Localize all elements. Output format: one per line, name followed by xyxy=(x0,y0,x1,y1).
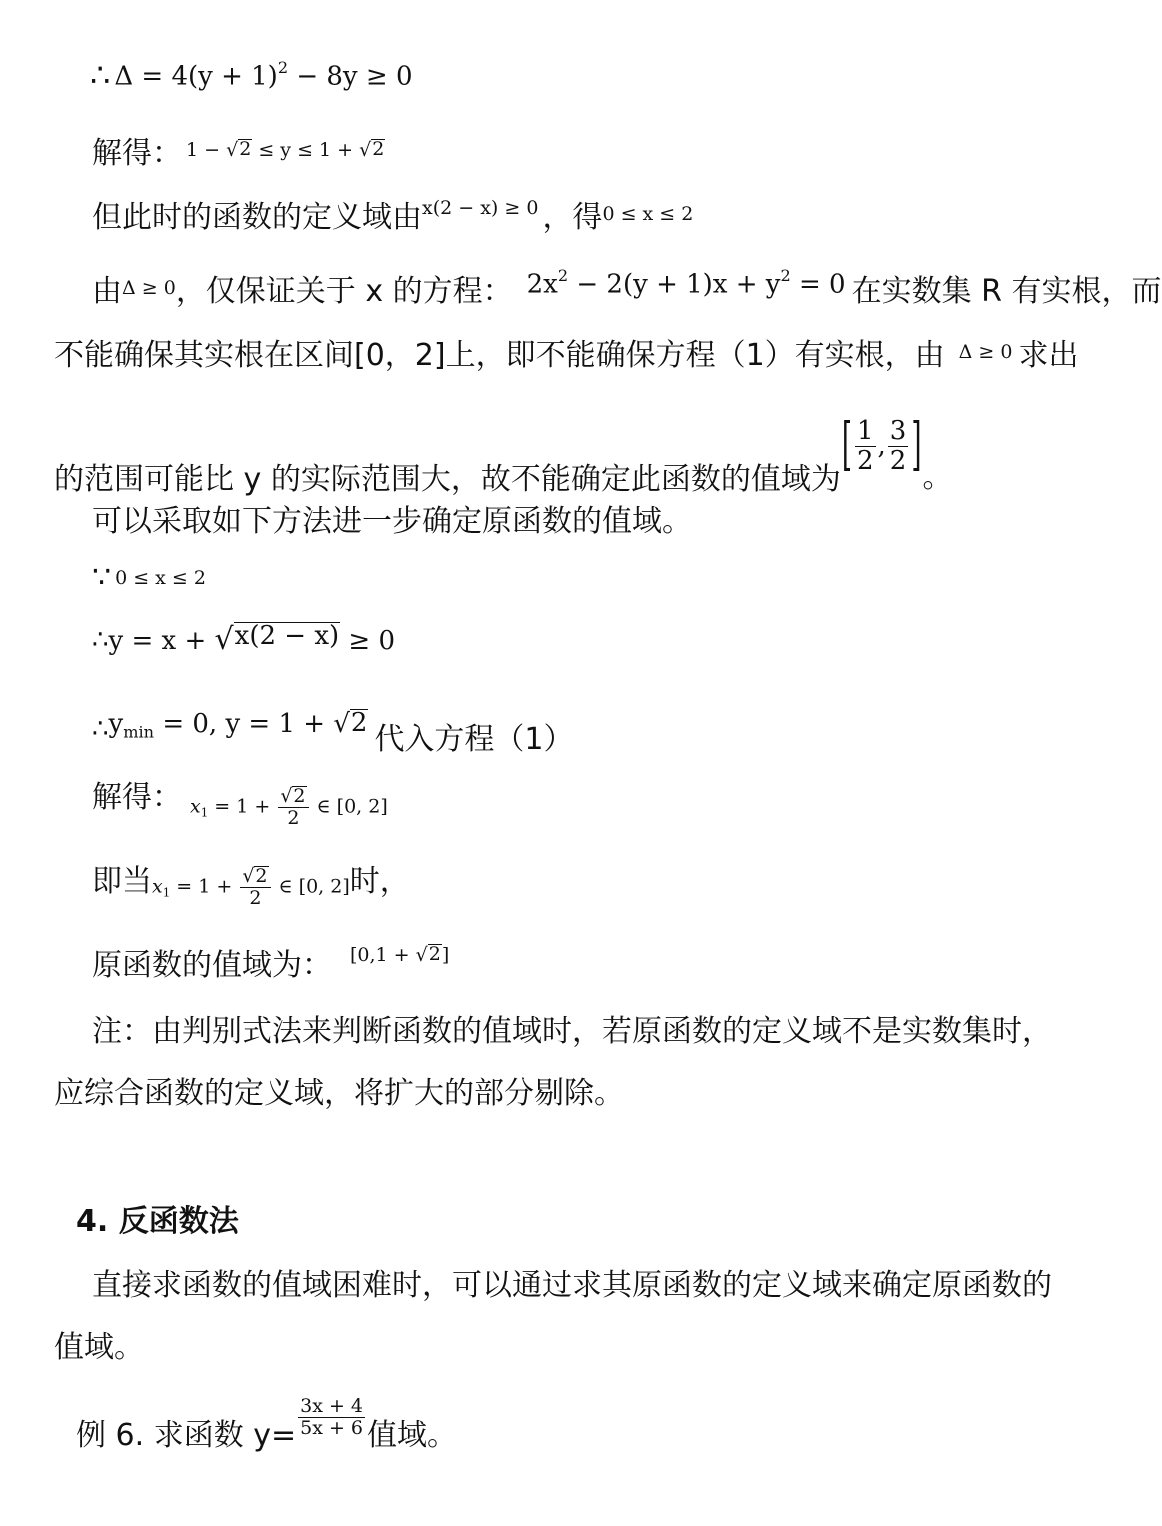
text-note-continued: 应综合函数的定义域，将扩大的部分剔除。 xyxy=(54,1076,624,1111)
inverse-intro-line-1 xyxy=(92,1260,1052,1304)
note-line-2 xyxy=(54,1068,624,1112)
solution-line-x1 xyxy=(92,772,388,842)
text-time: 时， xyxy=(349,864,410,899)
text-range-label: 原函数的值域为： xyxy=(92,948,332,983)
math-quadratic-equation: $2x^2 - 2(y + 1)x + y^2 = 0$ xyxy=(526,266,846,300)
math-delta-nonneg: Δ ≥ 0 xyxy=(122,277,176,299)
text-interval: 不能确保其实根在区间[0，2]上，即不能确保方程（1）有实根，由 xyxy=(54,338,945,373)
text-range-end: 值域。 xyxy=(367,1418,458,1453)
text-when: 即当 xyxy=(92,864,152,899)
math-delta-expr: $\Delta = 4(y + 1)^2 - 8y \ge 0$ xyxy=(114,58,413,92)
domain-text-2: ，得 xyxy=(542,200,603,235)
math-interval-half-threehalf: [ $\frac{1}{2}$ , $\frac{3}{2}$ ] xyxy=(841,413,922,479)
heading-text: 4. 反函数法 xyxy=(76,1204,239,1239)
math-domain-inequality: x(2 − x) ≥ 0 xyxy=(422,197,539,219)
therefore-symbol-2: ∴ xyxy=(92,624,109,655)
section-heading-inverse-function xyxy=(76,1196,239,1240)
math-rational-function: $\frac{3x + 4}{5x + 6}$ xyxy=(300,1394,364,1439)
math-y-range: 1 − √ 2 ≤ y ≤ 1 + √ 2 xyxy=(186,138,385,161)
math-y-expression: y = x + √ x(2 − x) ≥ 0 xyxy=(108,621,395,657)
text-inverse-intro-continued: 值域。 xyxy=(54,1330,144,1365)
range-line xyxy=(54,394,953,498)
because-line xyxy=(92,560,206,595)
math-y-min: $y_{min} = 0$, y = 1 + √ 2 xyxy=(108,707,368,742)
text-equation-intro: ，仅保证关于 x 的方程： xyxy=(175,274,513,309)
solve-label: 解得： xyxy=(92,136,182,171)
text-example-6: 例 6. 求函数 y= xyxy=(76,1418,297,1453)
text-period: 。 xyxy=(922,460,953,495)
domain-text: 但此时的函数的定义域由 xyxy=(92,200,422,235)
y-min-line xyxy=(92,700,574,758)
text-range-larger: 的范围可能比 y 的实际范围大，故不能确定此函数的值域为 xyxy=(54,462,841,497)
method-intro-line xyxy=(92,496,692,540)
interval-line xyxy=(54,330,1078,374)
solution-line-y-range xyxy=(92,128,385,172)
example-6-line xyxy=(76,1380,457,1454)
text-inverse-intro: 直接求函数的值域困难时，可以通过求其原函数的定义域来确定原函数的 xyxy=(92,1268,1052,1303)
math-x-range-2: 0 ≤ x ≤ 2 xyxy=(115,566,206,589)
therefore-symbol: ∴ xyxy=(90,56,111,94)
derivation-line-delta xyxy=(90,56,412,94)
y-nonneg-line xyxy=(92,622,395,657)
math-x1-value-2: $x_1 = 1$ + √ 2 2 ∈ [0, 2] xyxy=(152,864,350,909)
discriminant-line xyxy=(92,266,1162,310)
domain-line xyxy=(92,192,693,236)
text-method-intro: 可以采取如下方法进一步确定原函数的值域。 xyxy=(92,504,692,539)
text-substitute: 代入方程（1） xyxy=(374,722,574,757)
note-line-1 xyxy=(92,1006,1052,1050)
math-range-result: [0,1 + √ 2 ] xyxy=(350,943,450,966)
math-x1-value: $x_1 = 1$ + √ 2 2 ∈ [0, 2] xyxy=(190,784,388,829)
text-solve-out: 求出 xyxy=(1018,338,1079,373)
when-line xyxy=(92,856,410,918)
range-result-line xyxy=(92,940,449,984)
solve-label-2: 解得： xyxy=(92,780,182,815)
math-x-range: 0 ≤ x ≤ 2 xyxy=(602,203,694,225)
text-you: 由 xyxy=(92,274,122,309)
text-real-roots: 在实数集 R 有实根，而 xyxy=(851,274,1162,309)
text-note: 注：由判别式法来判断函数的值域时，若原函数的定义域不是实数集时， xyxy=(92,1014,1052,1049)
because-symbol: ∵ xyxy=(92,560,112,595)
inverse-intro-line-2 xyxy=(54,1322,144,1366)
therefore-symbol-3: ∴ xyxy=(92,714,109,744)
math-delta-nonneg-2: Δ ≥ 0 xyxy=(958,341,1013,363)
